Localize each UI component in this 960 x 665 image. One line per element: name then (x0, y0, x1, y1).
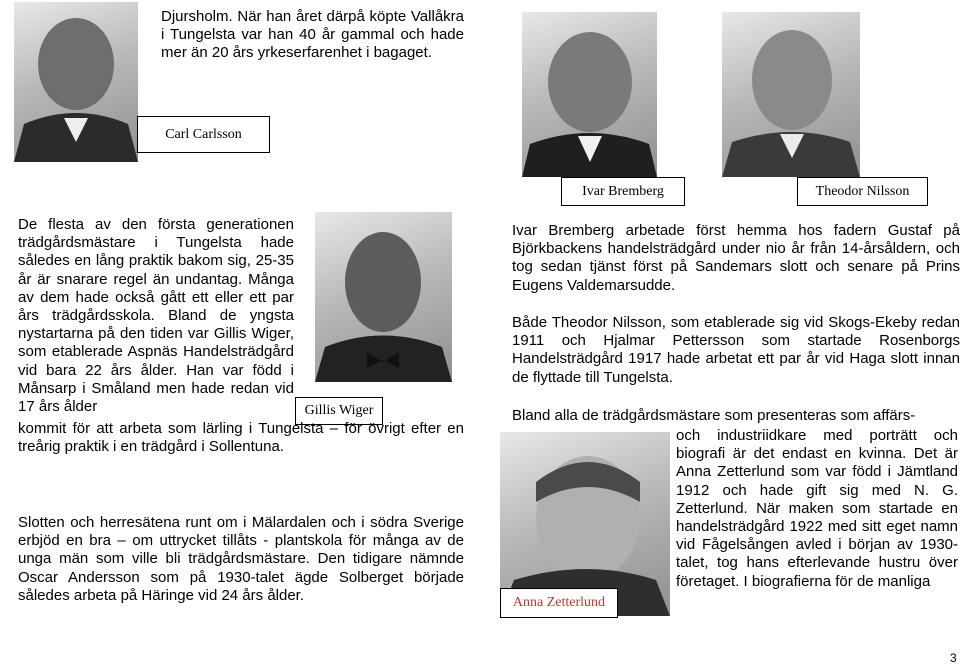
photo-gillis-wiger (315, 212, 452, 382)
paragraph-ivar: Ivar Bremberg arbetade först hemma hos fadern Gustaf på Björkbackens handelsträdgård under nio år från 14-årsåldern, och tog sedan tjänst först på Sandemars slott och senare på Prins Eugens Valdemarsudde. (512, 222, 960, 294)
paragraph-bland-a: Bland alla de trädgårdsmästare som presenteras som affärs- (512, 407, 916, 424)
photo-ivar-bremberg (522, 12, 657, 177)
portrait-icon (315, 212, 452, 382)
caption-ivar-bremberg: Ivar Bremberg (561, 177, 685, 206)
page-number: 3 (950, 651, 957, 665)
caption-carl-carlsson: Carl Carlsson (137, 116, 270, 153)
paragraph-generation-b: kommit för att arbeta som lärling i Tungelsta – för övrigt efter en treårig praktik i en trädgård i Sollentuna. (18, 420, 464, 456)
photo-theodor-nilsson (722, 12, 860, 177)
caption-theodor-nilsson: Theodor Nilsson (797, 177, 928, 206)
paragraph-bland-b: och industriidkare med porträtt och biografi är det endast en kvinna. Det är Anna Zetterlund som var född i Jämtland 1912 och hade gift sig med N. G. Zetterlund. När maken som startade en handelsträdgård 1922 med sitt eget namn vid Fågelsången avled i början av 1930-talet, tog hans efterlevande hustru över företaget. I biografierna för de manliga (676, 427, 958, 590)
photo-carl-carlsson (14, 2, 138, 162)
paragraph-generation-a: De flesta av den första generationen trädgårdsmästare i Tungelsta hade således en lång praktik bakom sig, 25-35 år är snarare regel än undantag. Många av dem hade också gått ett eller ett par års trädgårdsskola. Bland de yngsta nystartarna på den tiden var Gillis Wiger, som etablerade Aspnäs Handelsträdgård vid bara 22 års ålder. Han var född i Månsarp i Småland men hade redan vid 17 års ålder (18, 216, 294, 416)
paragraph-intro: Djursholm. När han året därpå köpte Vallåkra i Tungelsta var han 40 år gammal och hade mer än 20 års yrkeserfarenhet i bagaget. (161, 8, 464, 62)
portrait-icon (14, 2, 138, 162)
paragraph-theodor: Både Theodor Nilsson, som etablerade sig vid Skogs-Ekeby redan 1911 och Hjalmar Pettersson som startade Rosenborgs Handelsträdgård 1917 hade arbetat ett par år vid Haga slott innan de flyttade till Tungelsta. (512, 314, 960, 386)
portrait-icon (722, 12, 860, 177)
portrait-icon (522, 12, 657, 177)
caption-anna-zetterlund: Anna Zetterlund (500, 588, 618, 618)
caption-gillis-wiger: Gillis Wiger (295, 397, 383, 425)
paragraph-slotten: Slotten och herresätena runt om i Mälardalen och i södra Sverige erbjöd en bra – om uttrycket tillåts - plantskola för många av de unga män som ville bli trädgårdsmästare. Den tidigare nämnde Oscar Andersson som på 1930-talet ägde Solberget började således arbeta på Häringe vid 24 års ålder. (18, 514, 464, 604)
